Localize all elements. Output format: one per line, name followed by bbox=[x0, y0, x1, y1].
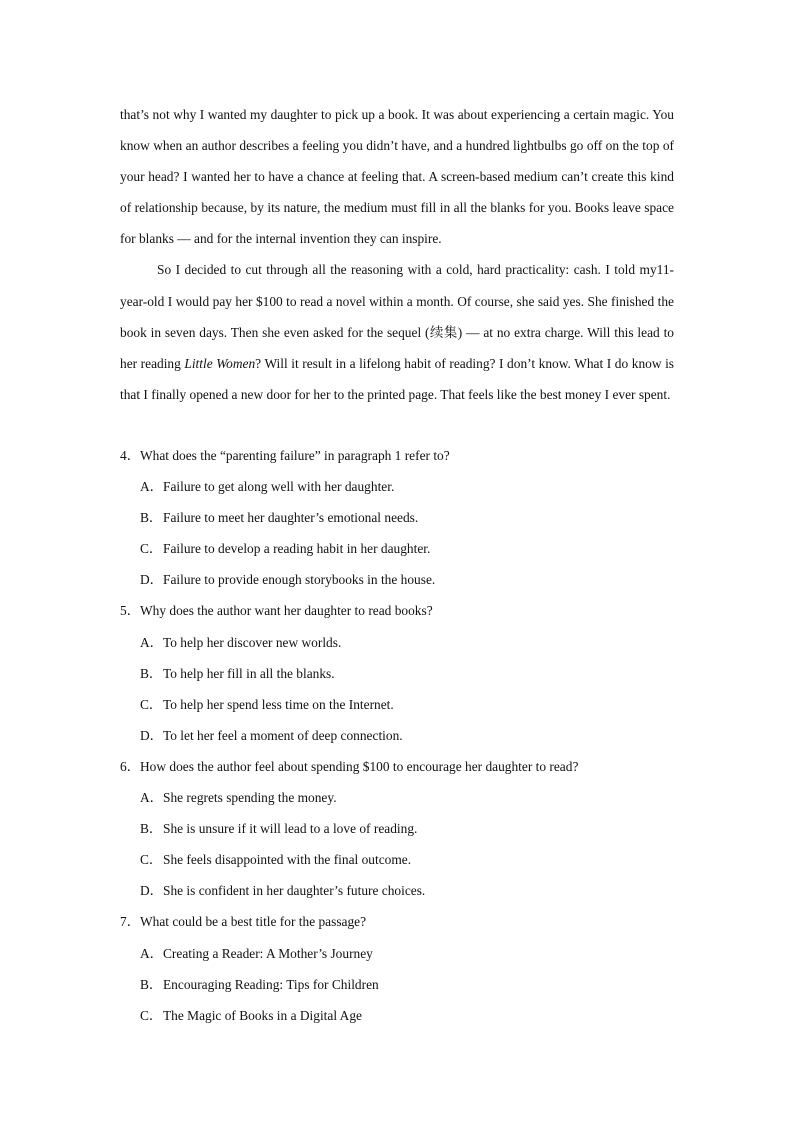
option-d bbox=[120, 720, 680, 751]
option-letter: C． bbox=[140, 852, 163, 868]
question-stem bbox=[120, 595, 680, 626]
option-d bbox=[120, 564, 680, 595]
option-letter: A． bbox=[140, 634, 164, 650]
option-a bbox=[120, 938, 680, 969]
option-a bbox=[120, 627, 680, 658]
option-text: She is confident in her daughter’s future choices. bbox=[163, 883, 426, 899]
option-letter: B． bbox=[140, 821, 163, 837]
option-letter: D． bbox=[140, 883, 164, 899]
question-text: How does the author feel about spending $100 to encourage her daughter to read? bbox=[140, 758, 579, 774]
option-text: To help her discover new worlds. bbox=[163, 634, 342, 650]
question-list bbox=[120, 440, 680, 1031]
question-stem bbox=[120, 440, 680, 471]
option-text: Failure to get along well with her daughter. bbox=[163, 479, 395, 495]
option-b bbox=[120, 813, 680, 844]
option-text: Creating a Reader: A Mother’s Journey bbox=[163, 945, 373, 961]
passage-paragraph-1: that’s not why I wanted my daughter to pick up a book. It was about experiencing a certain magic. You know when an author describes a feeling you didn’t have, and a hundred lightbulbs go off on the top of your head? I wanted her to have a chance at feeling that. A screen-based medium can’t create this kind of relationship because, by its nature, the medium must fill in all the blanks for you. Books leave space for blanks — and for the internal invention they can inspire. bbox=[120, 107, 674, 247]
option-letter: D． bbox=[140, 727, 164, 743]
option-letter: A． bbox=[140, 479, 164, 495]
option-b bbox=[120, 969, 680, 1000]
option-letter: B． bbox=[140, 510, 163, 526]
reading-passage bbox=[120, 99, 674, 410]
option-letter: C． bbox=[140, 1007, 163, 1023]
passage-paragraph-2-part-b: ? Will it result in a lifelong habit of reading? I don’t know. What I do know is that I finally opened a new door for her to the printed page. That feels like the best money I ever spent. bbox=[120, 355, 674, 402]
question-number: 6． bbox=[120, 758, 141, 774]
option-text: Encouraging Reading: Tips for Children bbox=[163, 976, 379, 992]
book-title-little-women: Little Women bbox=[184, 355, 256, 371]
option-letter: B． bbox=[140, 976, 163, 992]
option-b bbox=[120, 658, 680, 689]
option-c bbox=[120, 533, 680, 564]
option-a bbox=[120, 471, 680, 502]
option-text: Failure to provide enough storybooks in the house. bbox=[163, 572, 436, 588]
passage-paragraph-2-part-a: So I decided to cut through all the reasoning with a cold, hard practicality: cash. I told my11-year-old I would pay her $100 to read a novel within a month. Of course, she said yes. She finished the book in seven days. Then she even asked for the sequel (续集) — at no extra charge. Will this lead to her reading bbox=[120, 262, 674, 371]
option-c bbox=[120, 689, 680, 720]
question-number: 4． bbox=[120, 448, 141, 463]
question-text: What does the “parenting failure” in paragraph 1 refer to? bbox=[140, 448, 450, 463]
question-stem bbox=[120, 906, 680, 937]
option-text: Failure to meet her daughter’s emotional needs. bbox=[163, 510, 419, 526]
option-text: She is unsure if it will lead to a love of reading. bbox=[163, 821, 418, 837]
option-text: To help her fill in all the blanks. bbox=[163, 665, 335, 681]
passage-paragraph-2 bbox=[120, 254, 674, 409]
option-letter: A． bbox=[140, 945, 164, 961]
question-number: 7． bbox=[120, 914, 141, 930]
question-text: What could be a best title for the passage? bbox=[140, 914, 367, 930]
question-6 bbox=[120, 751, 680, 906]
option-letter: C． bbox=[140, 541, 163, 557]
question-7 bbox=[120, 906, 680, 1030]
option-text: To help her spend less time on the Internet. bbox=[163, 696, 394, 712]
question-4 bbox=[120, 440, 680, 595]
question-5 bbox=[120, 595, 680, 750]
option-text: The Magic of Books in a Digital Age bbox=[163, 1007, 362, 1023]
question-number: 5． bbox=[120, 603, 141, 619]
option-c bbox=[120, 1000, 680, 1031]
option-letter: A． bbox=[140, 790, 164, 806]
option-text: To let her feel a moment of deep connection. bbox=[163, 727, 403, 743]
option-a bbox=[120, 782, 680, 813]
option-text: Failure to develop a reading habit in her daughter. bbox=[163, 541, 431, 557]
option-letter: C． bbox=[140, 696, 163, 712]
option-text: She regrets spending the money. bbox=[163, 790, 337, 806]
question-stem bbox=[120, 751, 680, 782]
option-d bbox=[120, 875, 680, 906]
option-text: She feels disappointed with the final outcome. bbox=[163, 852, 412, 868]
option-c bbox=[120, 844, 680, 875]
option-letter: B． bbox=[140, 665, 163, 681]
option-letter: D． bbox=[140, 572, 164, 588]
question-text: Why does the author want her daughter to read books? bbox=[140, 603, 433, 619]
option-b bbox=[120, 502, 680, 533]
